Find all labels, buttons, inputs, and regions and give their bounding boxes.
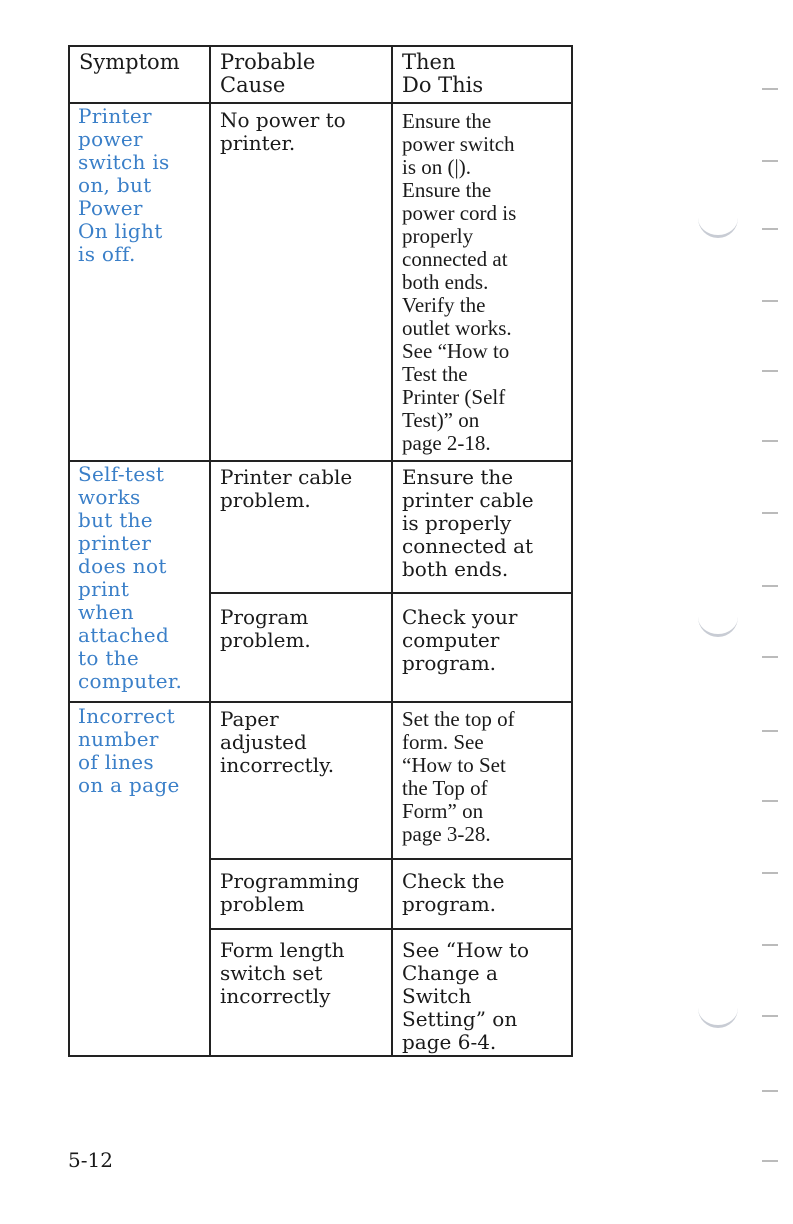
symptom-cell: Self-test works but the printer does not print when attached to the computer. — [78, 462, 183, 693]
sub-row-divider — [209, 858, 571, 860]
binding-hole-mark — [698, 205, 738, 238]
margin-mark — [762, 88, 778, 90]
symptom-cell: Printer power switch is on, but Power On light is off. — [78, 104, 170, 266]
action-cell: Check the program. — [402, 869, 505, 916]
cause-cell: Paper adjusted incorrectly. — [220, 707, 335, 777]
cause-cell: Form length switch set incorrectly — [220, 938, 345, 1008]
margin-mark — [762, 440, 778, 442]
header-symptom: Symptom — [79, 50, 180, 74]
action-cell: See “How to Change a Switch Setting” on page 6-4. — [402, 938, 529, 1054]
margin-mark — [762, 800, 778, 802]
header-probable-cause: Probable Cause — [220, 50, 316, 97]
margin-mark — [762, 944, 778, 946]
column-divider — [391, 47, 393, 1055]
margin-mark — [762, 300, 778, 302]
page-number: 5-12 — [68, 1148, 113, 1172]
symptom-cell: Incorrect number of lines on a page — [78, 704, 180, 797]
cause-cell: No power to printer. — [220, 108, 346, 155]
margin-mark — [762, 1090, 778, 1092]
binding-hole-mark — [698, 604, 738, 637]
action-cell: Check your computer program. — [402, 605, 518, 675]
binding-hole-mark — [698, 995, 738, 1028]
action-cell: Ensure the printer cable is properly connected at both ends. — [402, 465, 534, 581]
column-divider — [209, 47, 211, 1055]
margin-mark — [762, 1160, 778, 1162]
margin-mark — [762, 1015, 778, 1017]
margin-mark — [762, 656, 778, 658]
action-cell: Ensure the power switch is on (|). Ensure the power cord is properly connected at both ends. Verify the outlet works. See “How to Test the Printer (Self Test)” on page 2-18. — [402, 109, 517, 455]
margin-mark — [762, 160, 778, 162]
header-then-do-this: Then Do This — [402, 50, 484, 97]
margin-mark — [762, 512, 778, 514]
action-cell: Set the top of form. See “How to Set the Top of Form” on page 3-28. — [402, 707, 515, 846]
margin-mark — [762, 370, 778, 372]
row-divider — [70, 701, 571, 703]
sub-row-divider — [209, 592, 571, 594]
margin-mark — [762, 872, 778, 874]
sub-row-divider — [209, 928, 571, 930]
cause-cell: Printer cable problem. — [220, 465, 353, 512]
cause-cell: Program problem. — [220, 605, 311, 652]
margin-mark — [762, 585, 778, 587]
margin-mark — [762, 730, 778, 732]
troubleshooting-table — [68, 45, 573, 1057]
margin-mark — [762, 228, 778, 230]
cause-cell: Programming problem — [220, 869, 360, 916]
